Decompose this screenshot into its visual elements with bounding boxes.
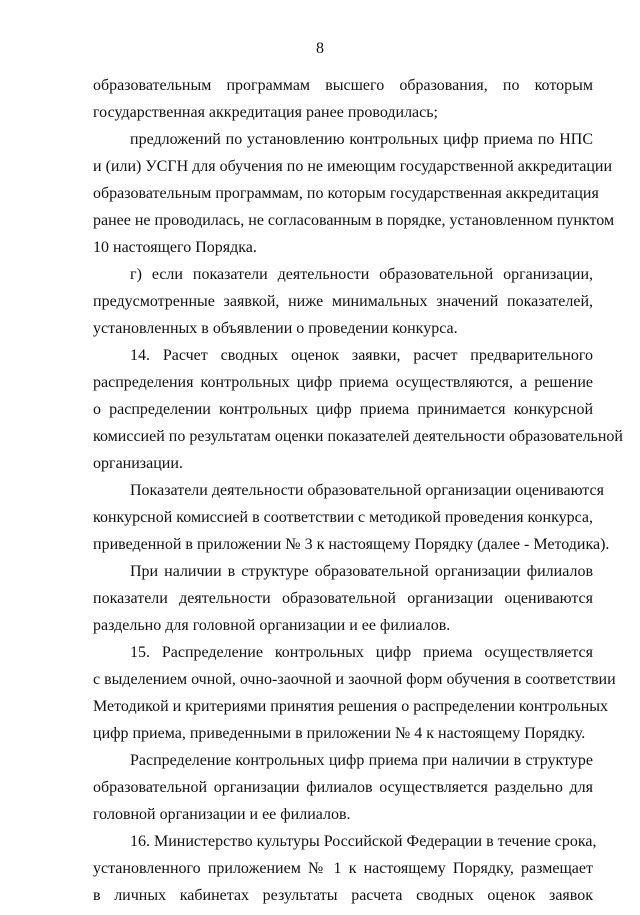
text-line: ранее не проводилась, не согласованным в порядке, установленном пунктом	[93, 212, 615, 229]
text-line: Распределение контрольных цифр приема при наличии в структуре	[130, 752, 593, 769]
text-line: государственная аккредитация ранее проводилась;	[93, 104, 438, 121]
text-line: При наличии в структуре образовательной организации филиалов	[130, 563, 593, 580]
text-line: головной организации и ее филиалов.	[93, 806, 351, 823]
text-line: Методикой и критериями принятия решения о распределении контрольных	[93, 698, 608, 715]
text-line: образовательным программам высшего образования, по которым	[93, 77, 593, 94]
text-line: показатели деятельности образовательной организации оцениваются	[93, 590, 593, 607]
text-line: 15. Распределение контрольных цифр приема осуществляется	[130, 644, 593, 661]
text-line: образовательным программам, по которым государственная аккредитация	[93, 185, 599, 202]
text-line: комиссией по результатам оценки показателей деятельности образовательной	[93, 428, 623, 445]
text-line: с выделением очной, очно-заочной и заочной форм обучения в соответствии	[93, 671, 616, 688]
text-line: г) если показатели деятельности образовательной организации,	[130, 266, 593, 283]
text-line: предусмотренные заявкой, ниже минимальных значений показателей,	[93, 293, 593, 310]
text-line: установленных в объявлении о проведении конкурса.	[93, 320, 458, 337]
text-line: цифр приема, приведенными в приложении № 4 к настоящему Порядку.	[93, 725, 586, 742]
text-line: предложений по установлению контрольных цифр приема по НПС	[130, 131, 593, 148]
page-number: 8	[316, 40, 324, 57]
text-line: 16. Министерство культуры Российской Федерации в течение срока,	[130, 833, 597, 850]
text-line: в личных кабинетах результаты расчета сводных оценок заявок	[93, 887, 593, 904]
text-line: организации.	[93, 455, 183, 472]
text-line: и (или) УСГН для обучения по не имеющим государственной аккредитации	[93, 158, 613, 175]
text-line: Показатели деятельности образовательной организации оцениваются	[130, 482, 604, 499]
text-line: распределения контрольных цифр приема осуществляются, а решение	[93, 374, 593, 391]
text-line: о распределении контрольных цифр приема принимается конкурсной	[93, 401, 593, 418]
text-line: 10 настоящего Порядка.	[93, 239, 257, 256]
text-line: 14. Расчет сводных оценок заявки, расчет предварительного	[130, 347, 593, 364]
text-line: приведенной в приложении № 3 к настоящему Порядку (далее - Методика).	[93, 536, 610, 553]
text-line: образовательной организации филиалов осуществляется раздельно для	[93, 779, 593, 796]
text-line: раздельно для головной организации и ее филиалов.	[93, 617, 451, 634]
text-line: установленного приложением № 1 к настоящему Порядку, размещает	[93, 860, 593, 877]
text-line: конкурсной комиссией в соответствии с методикой проведения конкурса,	[93, 509, 594, 526]
